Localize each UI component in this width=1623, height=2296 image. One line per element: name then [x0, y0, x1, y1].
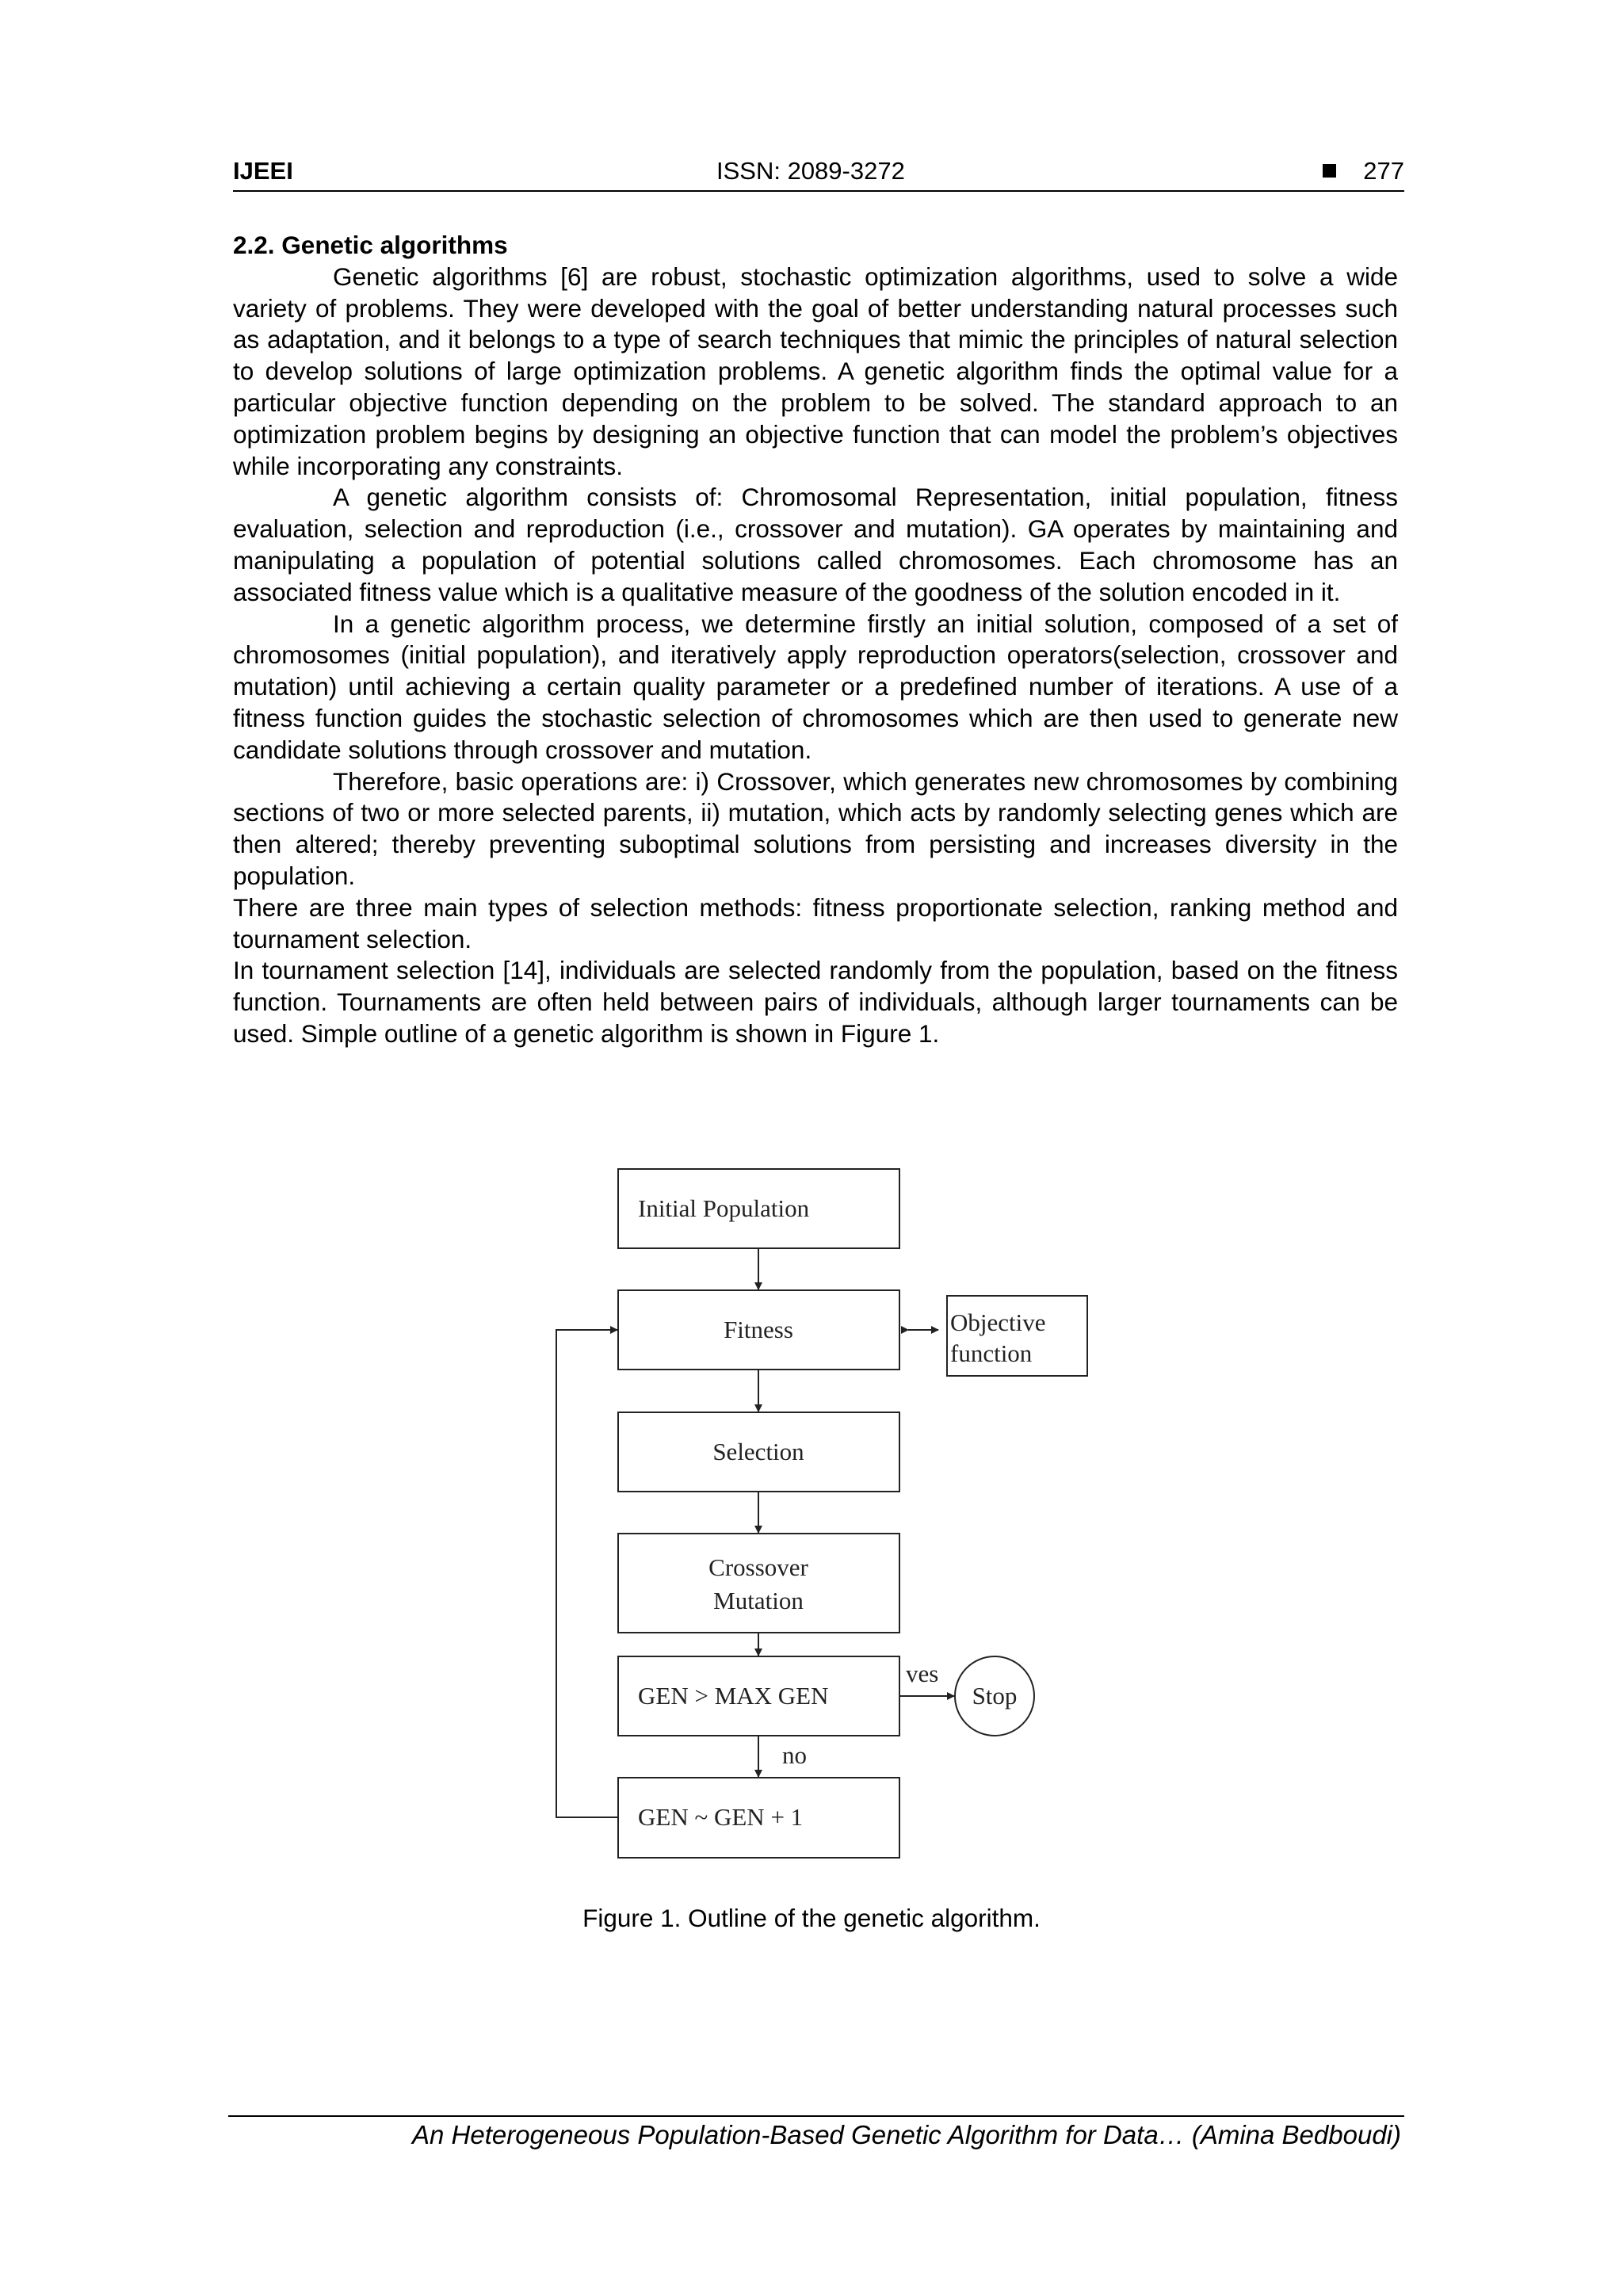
- square-bullet-icon: [1323, 164, 1336, 178]
- footer-rule: [228, 2115, 1404, 2117]
- label-condition: GEN > MAX GEN: [638, 1682, 829, 1710]
- page-header: [233, 155, 1404, 192]
- label-selection: Selection: [712, 1438, 804, 1465]
- edge-label-no: no: [782, 1741, 807, 1769]
- flowchart-svg: [539, 1153, 1109, 1866]
- label-increment: GEN ~ GEN + 1: [638, 1803, 804, 1831]
- journal-name: IJEEI: [233, 157, 293, 185]
- label-objective-line1: Objective: [950, 1308, 1046, 1336]
- paragraph: In tournament selection [14], individuals are selected randomly from the population, based on the fitness function. Tournaments are often held between pairs of individuals, although larger tournaments can be used. Simple outline of a genetic algorithm is shown in Figure 1.: [233, 956, 1398, 1048]
- box-crossover-mutation: [618, 1534, 899, 1633]
- edge-label-yes: ves: [906, 1660, 939, 1687]
- label-initial-population: Initial Population: [638, 1194, 810, 1222]
- section-body: [233, 230, 1398, 1050]
- label-objective-line2: function: [950, 1339, 1033, 1367]
- loop-back-arrow: [556, 1330, 618, 1817]
- label-crossover: Crossover: [708, 1553, 808, 1581]
- paragraph: In a genetic algorithm process, we determine firstly an initial solution, composed of a set of chromosomes (initial population), and iteratively apply reproduction operators(selection, crossover and mutation) until achieving a certain quality parameter or a predefined number of iterations. A use of a fitness function guides the stochastic selection of chromosomes which are then used to generate new candidate solutions through crossover and mutation.: [233, 609, 1398, 764]
- page-marker: [1323, 157, 1404, 185]
- label-stop: Stop: [972, 1682, 1018, 1710]
- issn: ISSN: 2089-3272: [716, 157, 905, 185]
- paragraph: Therefore, basic operations are: i) Crossover, which generates new chromosomes by combining sections of two or more selected parents, ii) mutation, which acts by randomly selecting genes which are then altered; thereby preventing suboptimal solutions from persisting and increases diversity in the population.: [233, 766, 1398, 890]
- page-footer: An Heterogeneous Population-Based Genetic Algorithm for Data… (Amina Bedboudi): [412, 2120, 1401, 2149]
- paragraph: There are three main types of selection methods: fitness proportionate selection, ranking method and tournament selection.: [233, 892, 1398, 953]
- figure-caption: Figure 1. Outline of the genetic algorithm.: [582, 1904, 1041, 1932]
- label-mutation: Mutation: [713, 1587, 804, 1614]
- paragraph: A genetic algorithm consists of: Chromosomal Representation, initial population, fitness evaluation, selection and reproduction (i.e., crossover and mutation). GA operates by maintaining and manipulating a population of potential solutions called chromosomes. Each chromosome has an associated fitness value which is a qualitative measure of the goodness of the solution encoded in it.: [233, 483, 1398, 606]
- paragraph: Genetic algorithms [6] are robust, stochastic optimization algorithms, used to solve a wide variety of problems. They were developed with the goal of better understanding natural processes such as adaptation, and it belongs to a type of search techniques that mimic the principles of natural selection to develop solutions of large optimization problems. A genetic algorithm finds the optimal value for a particular objective function depending on the problem to be solved. The standard approach to an optimization problem begins by designing an objective function that can model the problem’s objectives while incorporating any constraints.: [233, 262, 1398, 480]
- page-number: 277: [1363, 157, 1404, 185]
- section-title: 2.2. Genetic algorithms: [233, 231, 508, 259]
- label-fitness: Fitness: [724, 1316, 793, 1343]
- flowchart-figure: [539, 1153, 1109, 1866]
